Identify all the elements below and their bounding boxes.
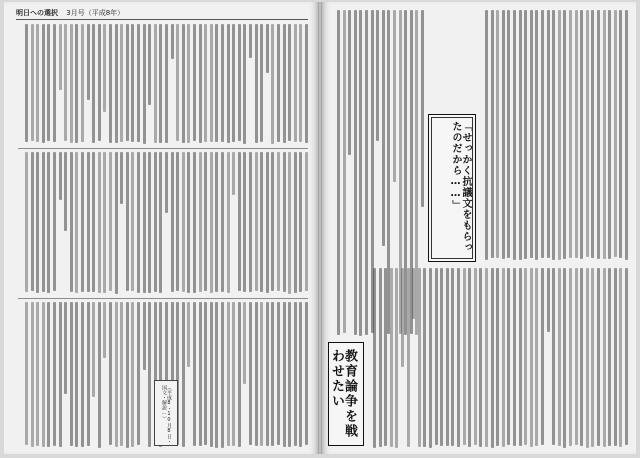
- text-line: [25, 24, 28, 142]
- text-line: [463, 268, 466, 445]
- text-line: [558, 10, 561, 260]
- text-line: [597, 268, 600, 446]
- text-line: [137, 302, 140, 445]
- text-line: [586, 10, 589, 257]
- publication-title: 明日への選択: [16, 9, 58, 17]
- text-line: [126, 302, 129, 448]
- text-line: [255, 24, 258, 143]
- body-text-lower: [370, 268, 628, 448]
- text-line: [541, 268, 544, 445]
- text-line: [182, 302, 185, 447]
- text-line: [446, 268, 449, 446]
- text-line: [92, 152, 95, 292]
- text-line: [580, 268, 583, 446]
- text-line: [271, 302, 274, 446]
- text-line: [491, 10, 494, 258]
- text-line: [59, 24, 62, 90]
- text-line: [103, 24, 106, 112]
- text-line: [87, 302, 90, 446]
- text-line: [143, 302, 146, 370]
- page-header: [16, 8, 130, 18]
- text-line: [249, 24, 252, 58]
- text-line: [238, 152, 241, 291]
- text-line: [277, 24, 280, 142]
- text-line: [221, 302, 224, 448]
- text-line: [305, 152, 308, 291]
- text-line: [580, 10, 583, 259]
- text-line: [210, 302, 213, 447]
- body-text-upper: [482, 10, 628, 260]
- text-line: [468, 268, 471, 447]
- text-line: [288, 152, 291, 294]
- text-line: [243, 152, 246, 292]
- text-line: [109, 152, 112, 291]
- text-line: [182, 24, 185, 143]
- text-line: [47, 24, 50, 141]
- text-line: [249, 152, 252, 292]
- text-line: [412, 268, 415, 319]
- text-line: [64, 302, 67, 394]
- text-line: [524, 268, 527, 445]
- text-line: [502, 10, 505, 259]
- text-line: [87, 24, 90, 100]
- text-line: [491, 268, 494, 448]
- text-line: [238, 302, 241, 447]
- text-line: [143, 152, 146, 293]
- text-line: [148, 302, 151, 447]
- text-line: [243, 302, 246, 384]
- text-line: [210, 152, 213, 293]
- text-line: [619, 268, 622, 447]
- text-line: [42, 152, 45, 292]
- text-line: [81, 24, 84, 142]
- text-line: [614, 268, 617, 446]
- text-line: [165, 152, 168, 213]
- text-line: [126, 152, 129, 291]
- text-line: [165, 24, 168, 143]
- text-line: [299, 302, 302, 447]
- text-line: [547, 10, 550, 258]
- text-line: [305, 302, 308, 445]
- text-line: [210, 24, 213, 142]
- text-line: [552, 268, 555, 445]
- text-line: [154, 152, 157, 292]
- text-line: [187, 24, 190, 143]
- footnote-box: [154, 380, 178, 446]
- text-line: [232, 152, 235, 195]
- text-line: [597, 10, 600, 259]
- text-line: [271, 152, 274, 291]
- body-text-middle: [18, 152, 308, 294]
- text-line: [558, 268, 561, 446]
- text-line: [384, 268, 387, 446]
- text-line: [171, 24, 174, 59]
- text-line: [614, 10, 617, 257]
- text-line: [625, 10, 628, 260]
- text-line: [148, 24, 151, 105]
- text-line: [365, 10, 368, 335]
- text-line: [215, 24, 218, 142]
- text-line: [435, 268, 438, 445]
- text-line: [569, 268, 572, 446]
- text-line: [64, 24, 67, 141]
- text-line: [418, 268, 421, 447]
- text-line: [407, 268, 410, 447]
- issue-label: 3月号（平成8年）: [66, 9, 125, 17]
- text-line: [115, 24, 118, 143]
- text-line: [171, 152, 174, 292]
- text-line: [266, 24, 269, 73]
- text-line: [354, 10, 357, 335]
- text-line: [376, 10, 379, 141]
- text-line: [288, 24, 291, 141]
- text-line: [227, 24, 230, 143]
- text-line: [31, 302, 34, 447]
- text-line: [283, 24, 286, 143]
- headline-box: [428, 114, 476, 262]
- text-line: [513, 10, 516, 260]
- text-line: [36, 302, 39, 446]
- text-line: [103, 302, 106, 358]
- tier-divider: [18, 298, 308, 299]
- text-line: [42, 24, 45, 143]
- tier-divider: [18, 148, 308, 149]
- right-page: [322, 2, 636, 454]
- text-line: [42, 302, 45, 447]
- text-line: [348, 10, 351, 155]
- text-line: [120, 302, 123, 446]
- text-line: [530, 10, 533, 258]
- headline-box: [328, 342, 364, 446]
- text-line: [547, 268, 550, 332]
- text-line: [395, 268, 398, 448]
- text-line: [541, 10, 544, 258]
- text-line: [92, 302, 95, 397]
- text-line: [70, 152, 73, 292]
- text-line: [260, 302, 263, 446]
- text-line: [126, 24, 129, 141]
- text-line: [182, 152, 185, 292]
- text-line: [260, 24, 263, 142]
- body-text-upper: [18, 24, 308, 144]
- text-line: [148, 152, 151, 293]
- text-line: [221, 152, 224, 292]
- text-line: [625, 268, 628, 445]
- text-line: [343, 10, 346, 333]
- text-line: [221, 24, 224, 142]
- text-line: [227, 152, 230, 293]
- text-line: [215, 152, 218, 292]
- text-line: [603, 10, 606, 259]
- text-line: [53, 302, 56, 446]
- text-line: [199, 302, 202, 446]
- text-line: [266, 152, 269, 293]
- text-line: [294, 302, 297, 446]
- text-line: [608, 10, 611, 259]
- text-line: [154, 24, 157, 143]
- text-line: [496, 268, 499, 446]
- text-line: [75, 302, 78, 447]
- text-line: [215, 302, 218, 448]
- text-line: [159, 24, 162, 143]
- text-line: [176, 152, 179, 291]
- text-line: [31, 152, 34, 291]
- text-line: [519, 10, 522, 260]
- text-line: [115, 152, 118, 294]
- text-line: [187, 152, 190, 293]
- text-line: [53, 24, 56, 142]
- text-line: [283, 302, 286, 447]
- text-line: [87, 152, 90, 292]
- text-line: [277, 302, 280, 445]
- text-line: [299, 24, 302, 142]
- text-line: [569, 10, 572, 258]
- text-line: [199, 24, 202, 143]
- text-line: [204, 24, 207, 142]
- text-line: [159, 152, 162, 293]
- text-line: [390, 268, 393, 447]
- article-headline: 「せっかく抗議文をもらったのだから……」: [450, 121, 471, 253]
- text-line: [575, 268, 578, 445]
- text-line: [176, 24, 179, 141]
- text-line: [563, 10, 566, 259]
- article-headline: 教育論争を戦わせたい: [329, 349, 357, 439]
- text-line: [440, 268, 443, 446]
- text-line: [243, 24, 246, 144]
- text-line: [513, 268, 516, 446]
- text-line: [305, 24, 308, 143]
- text-line: [519, 268, 522, 446]
- text-line: [401, 268, 404, 367]
- text-line: [277, 152, 280, 291]
- text-line: [131, 24, 134, 142]
- text-line: [227, 302, 230, 446]
- text-line: [359, 10, 362, 336]
- text-line: [255, 302, 258, 446]
- text-line: [120, 24, 123, 142]
- text-line: [204, 302, 207, 445]
- text-line: [98, 24, 101, 141]
- text-line: [109, 24, 112, 143]
- text-line: [25, 302, 28, 445]
- text-line: [266, 302, 269, 446]
- text-line: [591, 10, 594, 258]
- text-line: [485, 268, 488, 447]
- text-line: [81, 152, 84, 292]
- text-line: [131, 302, 134, 447]
- text-line: [373, 268, 376, 448]
- text-line: [193, 152, 196, 293]
- text-line: [75, 152, 78, 293]
- text-line: [485, 10, 488, 260]
- text-line: [131, 152, 134, 291]
- text-line: [92, 24, 95, 143]
- text-line: [393, 10, 396, 182]
- text-line: [70, 302, 73, 446]
- text-line: [232, 302, 235, 446]
- text-line: [36, 152, 39, 293]
- text-line: [103, 152, 106, 293]
- text-line: [479, 268, 482, 447]
- text-line: [382, 10, 385, 246]
- text-line: [421, 10, 424, 207]
- text-line: [98, 152, 101, 293]
- text-line: [608, 268, 611, 446]
- text-line: [429, 268, 432, 448]
- text-line: [109, 302, 112, 445]
- text-line: [64, 152, 67, 231]
- text-line: [137, 24, 140, 142]
- text-line: [496, 10, 499, 258]
- text-line: [25, 152, 28, 292]
- text-line: [563, 268, 566, 448]
- text-line: [98, 302, 101, 448]
- text-line: [535, 10, 538, 260]
- text-line: [260, 152, 263, 292]
- footnote-text: （平成8・10月8日・国文・解説…）: [161, 385, 172, 444]
- text-line: [283, 152, 286, 292]
- text-line: [337, 10, 340, 335]
- text-line: [451, 268, 454, 446]
- text-line: [474, 268, 477, 445]
- text-line: [59, 302, 62, 447]
- text-line: [591, 268, 594, 447]
- text-line: [502, 268, 505, 447]
- text-line: [47, 152, 50, 293]
- text-line: [187, 302, 190, 367]
- text-line: [524, 10, 527, 259]
- text-line: [249, 302, 252, 445]
- text-line: [53, 152, 56, 291]
- text-line: [457, 268, 460, 447]
- text-line: [47, 302, 50, 447]
- text-line: [137, 152, 140, 293]
- text-line: [294, 152, 297, 293]
- text-line: [619, 10, 622, 258]
- text-line: [193, 24, 196, 141]
- text-line: [535, 268, 538, 446]
- text-line: [193, 302, 196, 446]
- text-line: [70, 24, 73, 143]
- text-line: [379, 268, 382, 447]
- text-line: [36, 24, 39, 142]
- text-line: [299, 152, 302, 292]
- text-line: [271, 24, 274, 144]
- text-line: [507, 10, 510, 258]
- text-line: [294, 24, 297, 142]
- text-line: [552, 10, 555, 260]
- text-line: [507, 268, 510, 445]
- text-line: [59, 152, 62, 200]
- text-line: [81, 302, 84, 447]
- text-line: [238, 24, 241, 141]
- text-line: [120, 152, 123, 204]
- text-line: [31, 24, 34, 141]
- text-line: [75, 24, 78, 143]
- magazine-spread: [4, 2, 636, 454]
- text-line: [575, 10, 578, 258]
- text-line: [232, 24, 235, 142]
- text-line: [255, 152, 258, 291]
- text-line: [530, 268, 533, 447]
- text-line: [423, 268, 426, 447]
- text-line: [204, 152, 207, 291]
- text-line: [199, 152, 202, 292]
- text-line: [143, 24, 146, 144]
- text-line: [288, 302, 291, 447]
- text-line: [603, 268, 606, 447]
- text-line: [115, 302, 118, 447]
- text-line: [586, 268, 589, 448]
- header-rule: [16, 19, 308, 20]
